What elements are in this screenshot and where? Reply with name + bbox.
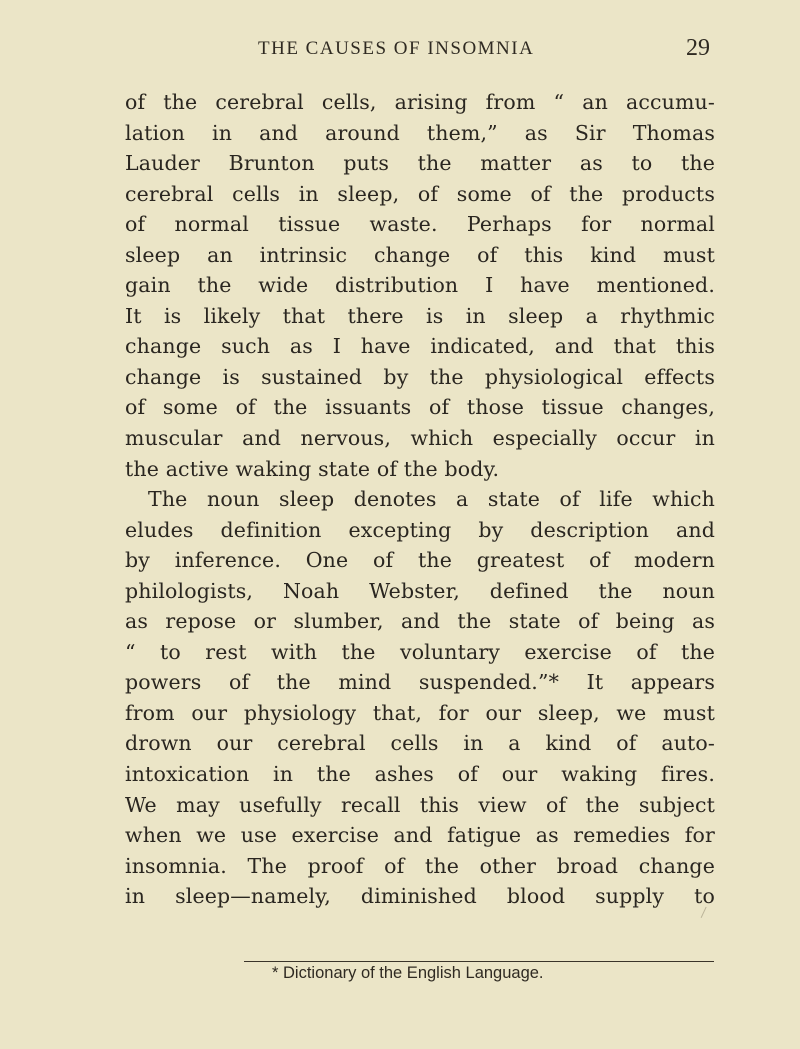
text-line: by inference. One of the greatest of modern [125,548,715,573]
text-line: change is sustained by the physiological effects [125,364,715,389]
text-line: of normal tissue waste. Perhaps for normal [125,212,715,237]
text-line: lation in and around them,” as Sir Thomas [125,120,715,145]
running-title: THE CAUSES OF INSOMNIA [258,38,535,59]
text-line: muscular and nervous, which especially occur in [125,426,715,451]
text-line: of some of the issuants of those tissue changes, [125,395,715,420]
text-line: in sleep—namely, diminished blood supply to [125,884,715,909]
text-line: from our physiology that, for our sleep, we must [125,700,715,725]
text-line: “ to rest with the voluntary exercise of the [125,639,715,664]
footnote: * Dictionary of the English Language. [272,964,544,982]
text-line: the active waking state of the body. [125,456,500,481]
text-line: eludes definition excepting by description and [125,517,715,542]
text-line: drown our cerebral cells in a kind of auto- [125,731,715,756]
text-line: The noun sleep denotes a state of life which [148,487,715,512]
text-line: It is likely that there is in sleep a rhythmic [125,303,715,328]
text-line: insomnia. The proof of the other broad change [125,853,715,878]
footnote-rule [244,961,714,962]
text-line: of the cerebral cells, arising from “ an accumu- [125,90,715,114]
text-line: We may usefully recall this view of the subject [125,792,715,817]
text-line: intoxication in the ashes of our waking fires. [125,762,715,787]
page-number: 29 [686,35,710,61]
text-line: cerebral cells in sleep, of some of the products [125,181,715,206]
text-line: sleep an intrinsic change of this kind must [125,242,715,267]
text-line: change such as I have indicated, and that this [125,334,715,359]
text-line: Lauder Brunton puts the matter as to the [125,151,715,176]
text-line: philologists, Noah Webster, defined the noun [125,578,715,603]
text-line: when we use exercise and fatigue as remedies for [125,823,715,848]
running-head [250,35,710,62]
text-line: as repose or slumber, and the state of being as [125,609,715,634]
text-line: powers of the mind suspended.”* It appears [125,670,715,695]
text-line: gain the wide distribution I have mentioned. [125,273,715,298]
body-text [125,87,715,912]
